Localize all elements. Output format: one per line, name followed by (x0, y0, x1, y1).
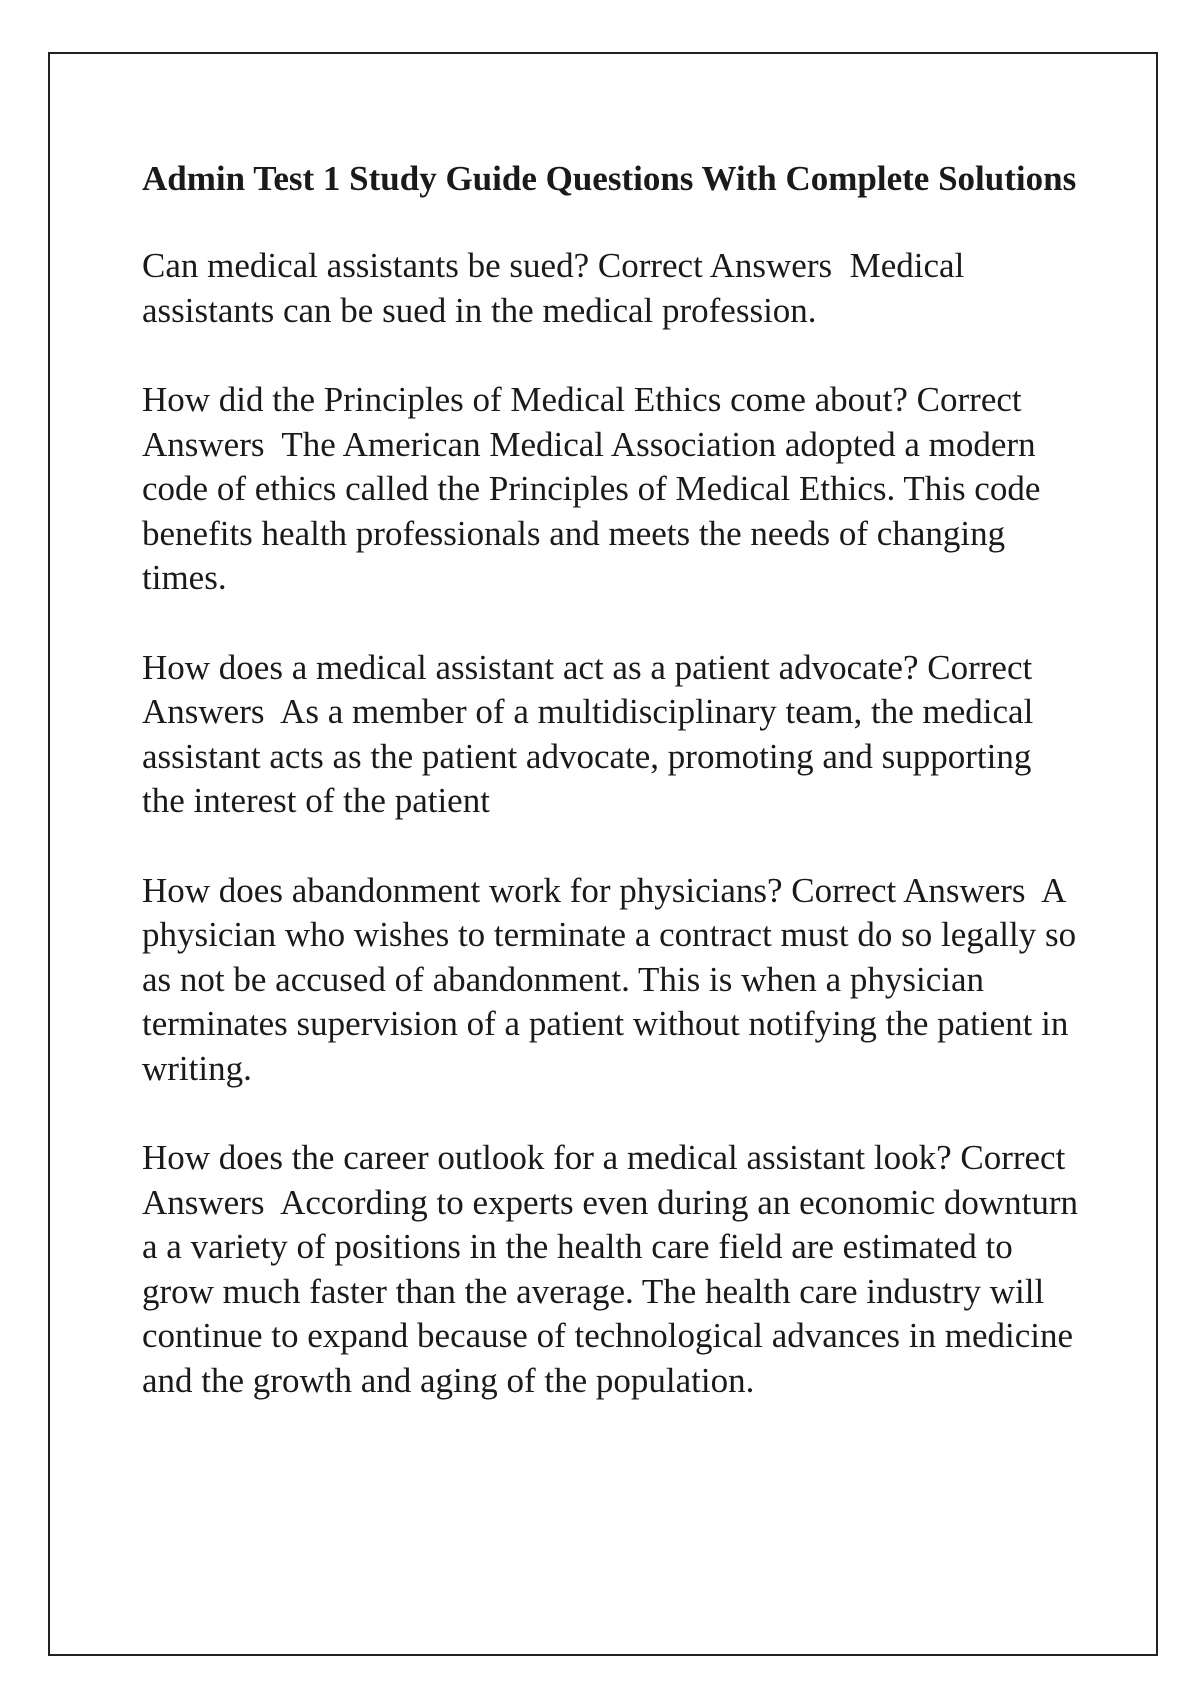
document-title: Admin Test 1 Study Guide Questions With Complete Solutions (142, 159, 1077, 198)
answer-text: Medical assistants can be sued in the medical profession. (142, 246, 974, 330)
question-text: How did the Principles of Medical Ethics come about? (142, 380, 908, 419)
question-text: How does the career outlook for a medical assistant look? (142, 1138, 952, 1177)
answer-text: According to experts even during an economic downturn a a variety of positions in the health care field are estimated to grow much faster than the average. The health care industry will continue to expand because of technological advances in medicine and the growth and aging of the population. (142, 1182, 1087, 1400)
question-text: How does abandonment work for physicians? (142, 870, 783, 910)
answer-text: As a member of a multidisciplinary team, the medical assistant acts as the patient advocate, promoting and supporting the interest of the patient (142, 692, 1043, 820)
answer-marker: Correct Answers (142, 1138, 1073, 1222)
document-body (142, 156, 1087, 1448)
qa-item (142, 646, 1082, 824)
answer-text: A physician who wishes to terminate a contract must do so legally so as not be accused of abandonment. This is when a physician terminates supervision of a patient without notifying the patient in writing. (142, 870, 1085, 1088)
answer-marker: Correct Answers (142, 380, 1029, 464)
question-text: How does a medical assistant act as a patient advocate? (142, 647, 919, 687)
answer-marker: Correct Answers (142, 647, 1040, 731)
qa-item (142, 244, 1082, 333)
qa-item (142, 869, 1085, 1092)
answer-marker: Correct Answers (791, 870, 1026, 910)
question-text: Can medical assistants be sued? (142, 246, 590, 285)
answer-text: The American Medical Association adopted a modern code of ethics called the Principles of Medical Ethics. This code benefits health professionals and meets the needs of changing times. (142, 424, 1050, 597)
qa-item (142, 1136, 1087, 1403)
qa-item (142, 378, 1082, 601)
answer-marker: Correct Answers (597, 246, 833, 285)
